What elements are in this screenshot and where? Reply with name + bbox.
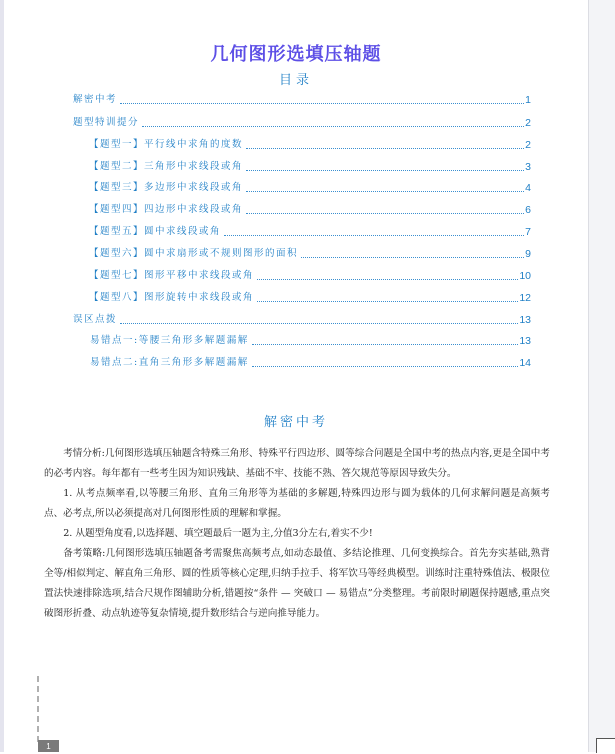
toc-leader-dots: [120, 102, 524, 104]
toc-entry[interactable]: [89, 203, 531, 217]
toc-leader-dots: [257, 278, 518, 280]
toc-leader-dots: [246, 190, 524, 192]
paragraph-point-2: 2. 从题型角度看,以选择题、填空题最后一题为主,分值3分左右,着实不少!: [63, 528, 373, 539]
toc-entry[interactable]: [89, 225, 531, 239]
toc-entry-label: 【题型二】三角形中求线段或角: [89, 161, 244, 172]
toc-entry[interactable]: [89, 160, 531, 174]
toc-entry[interactable]: [73, 313, 531, 327]
paragraph-analysis: 考情分析:几何图形选填压轴题含特殊三角形、特殊平行四边形、圆等综合问题是全国中考的热点内容,更是全国中考的必考内容。每年都有一些考生因为知识残缺、基础不牢、技能不熟、答欠规范等原因导致失分。: [44, 448, 550, 479]
toc-entry[interactable]: [89, 291, 531, 305]
toc-entry[interactable]: [89, 181, 531, 195]
toc-entry-page: 7: [525, 226, 531, 238]
toc-leader-dots: [246, 169, 524, 171]
toc-entry[interactable]: [89, 269, 531, 283]
toc-entry-page: 10: [519, 270, 531, 282]
toc-leader-dots: [120, 322, 518, 324]
toc-entry-page: 2: [525, 117, 531, 129]
toc-leader-dots: [252, 365, 519, 367]
toc-leader-dots: [246, 147, 524, 149]
toc-entry-page: 14: [519, 357, 531, 369]
toc-entry[interactable]: [89, 247, 531, 261]
toc-leader-dots: [224, 234, 524, 236]
toc-entry-label: 【题型一】平行线中求角的度数: [89, 139, 244, 150]
toc-entry[interactable]: [73, 116, 531, 130]
toc-entry-page: 9: [525, 248, 531, 260]
next-page-edge: [596, 738, 615, 753]
paragraph-point-1: 1. 从考点频率看,以等腰三角形、直角三角形等为基础的多解题,特殊四边形与圆为载体的几何求解问题是高频考点、必考点,所以必须提高对几何图形性质的理解和掌握。: [44, 488, 550, 519]
toc-entry-label: 解密中考: [73, 94, 118, 105]
toc-leader-dots: [252, 343, 519, 345]
toc-entry-page: 2: [525, 139, 531, 151]
toc-entry-label: 易错点二:直角三角形多解题漏解: [90, 357, 249, 368]
toc-entry-page: 6: [525, 204, 531, 216]
toc-entry[interactable]: [90, 356, 531, 370]
right-side-panel: [588, 0, 615, 752]
margin-dashed-line: [37, 676, 39, 742]
toc-entry-page: 12: [519, 292, 531, 304]
page-number-tab: 1: [38, 740, 59, 752]
toc-entry-label: 易错点一:等腰三角形多解题漏解: [90, 335, 249, 346]
paragraph-strategy: 备考策略:几何图形选填压轴题备考需聚焦高频考点,如动态最值、多结论推理、几何变换综合。首先夯实基础,熟背全等/相似判定、解直角三角形、圆的性质等核心定理,归纳手拉手、将军饮马等经典模型。训练时注重特殊值法、极限位置法快速排除选项,结合尺规作图辅助分析,错题按“条件 — 突破口 — 易错点”分类整理。考前限时刷题保持题感,重点突破图形折叠、动点轨迹等复杂情境,提升数形结合与逆向推导能力。: [44, 548, 550, 619]
toc-leader-dots: [301, 256, 524, 258]
toc-entry-label: 【题型八】图形旋转中求线段或角: [89, 292, 255, 303]
document-page: [4, 0, 588, 752]
toc-entry-page: 1: [525, 94, 531, 106]
document-title: 几何图形选填压轴题: [210, 44, 382, 65]
section-body: [44, 444, 550, 624]
toc-heading: 目录: [278, 73, 313, 88]
toc-entry-label: 【题型三】多边形中求线段或角: [89, 182, 244, 193]
toc-entry-label: 【题型七】图形平移中求线段或角: [89, 270, 255, 281]
toc-leader-dots: [142, 125, 524, 127]
toc-entry-label: 误区点拨: [73, 314, 118, 325]
toc-entry-page: 13: [519, 314, 531, 326]
toc-entry-label: 【题型六】圆中求扇形或不规则图形的面积: [89, 248, 299, 259]
toc-leader-dots: [246, 212, 524, 214]
toc-entry-page: 3: [525, 161, 531, 173]
toc-entry-page: 4: [525, 182, 531, 194]
toc-entry-page: 13: [519, 335, 531, 347]
toc-entry-label: 【题型五】圆中求线段或角: [89, 226, 222, 237]
section-title: 解密中考: [263, 415, 328, 430]
toc-entry-label: 题型特训提分: [73, 117, 140, 128]
toc-entry[interactable]: [73, 93, 531, 107]
toc-entry[interactable]: [89, 138, 531, 152]
toc-entry-label: 【题型四】四边形中求线段或角: [89, 204, 244, 215]
toc-leader-dots: [257, 300, 518, 302]
toc-entry[interactable]: [90, 334, 531, 348]
